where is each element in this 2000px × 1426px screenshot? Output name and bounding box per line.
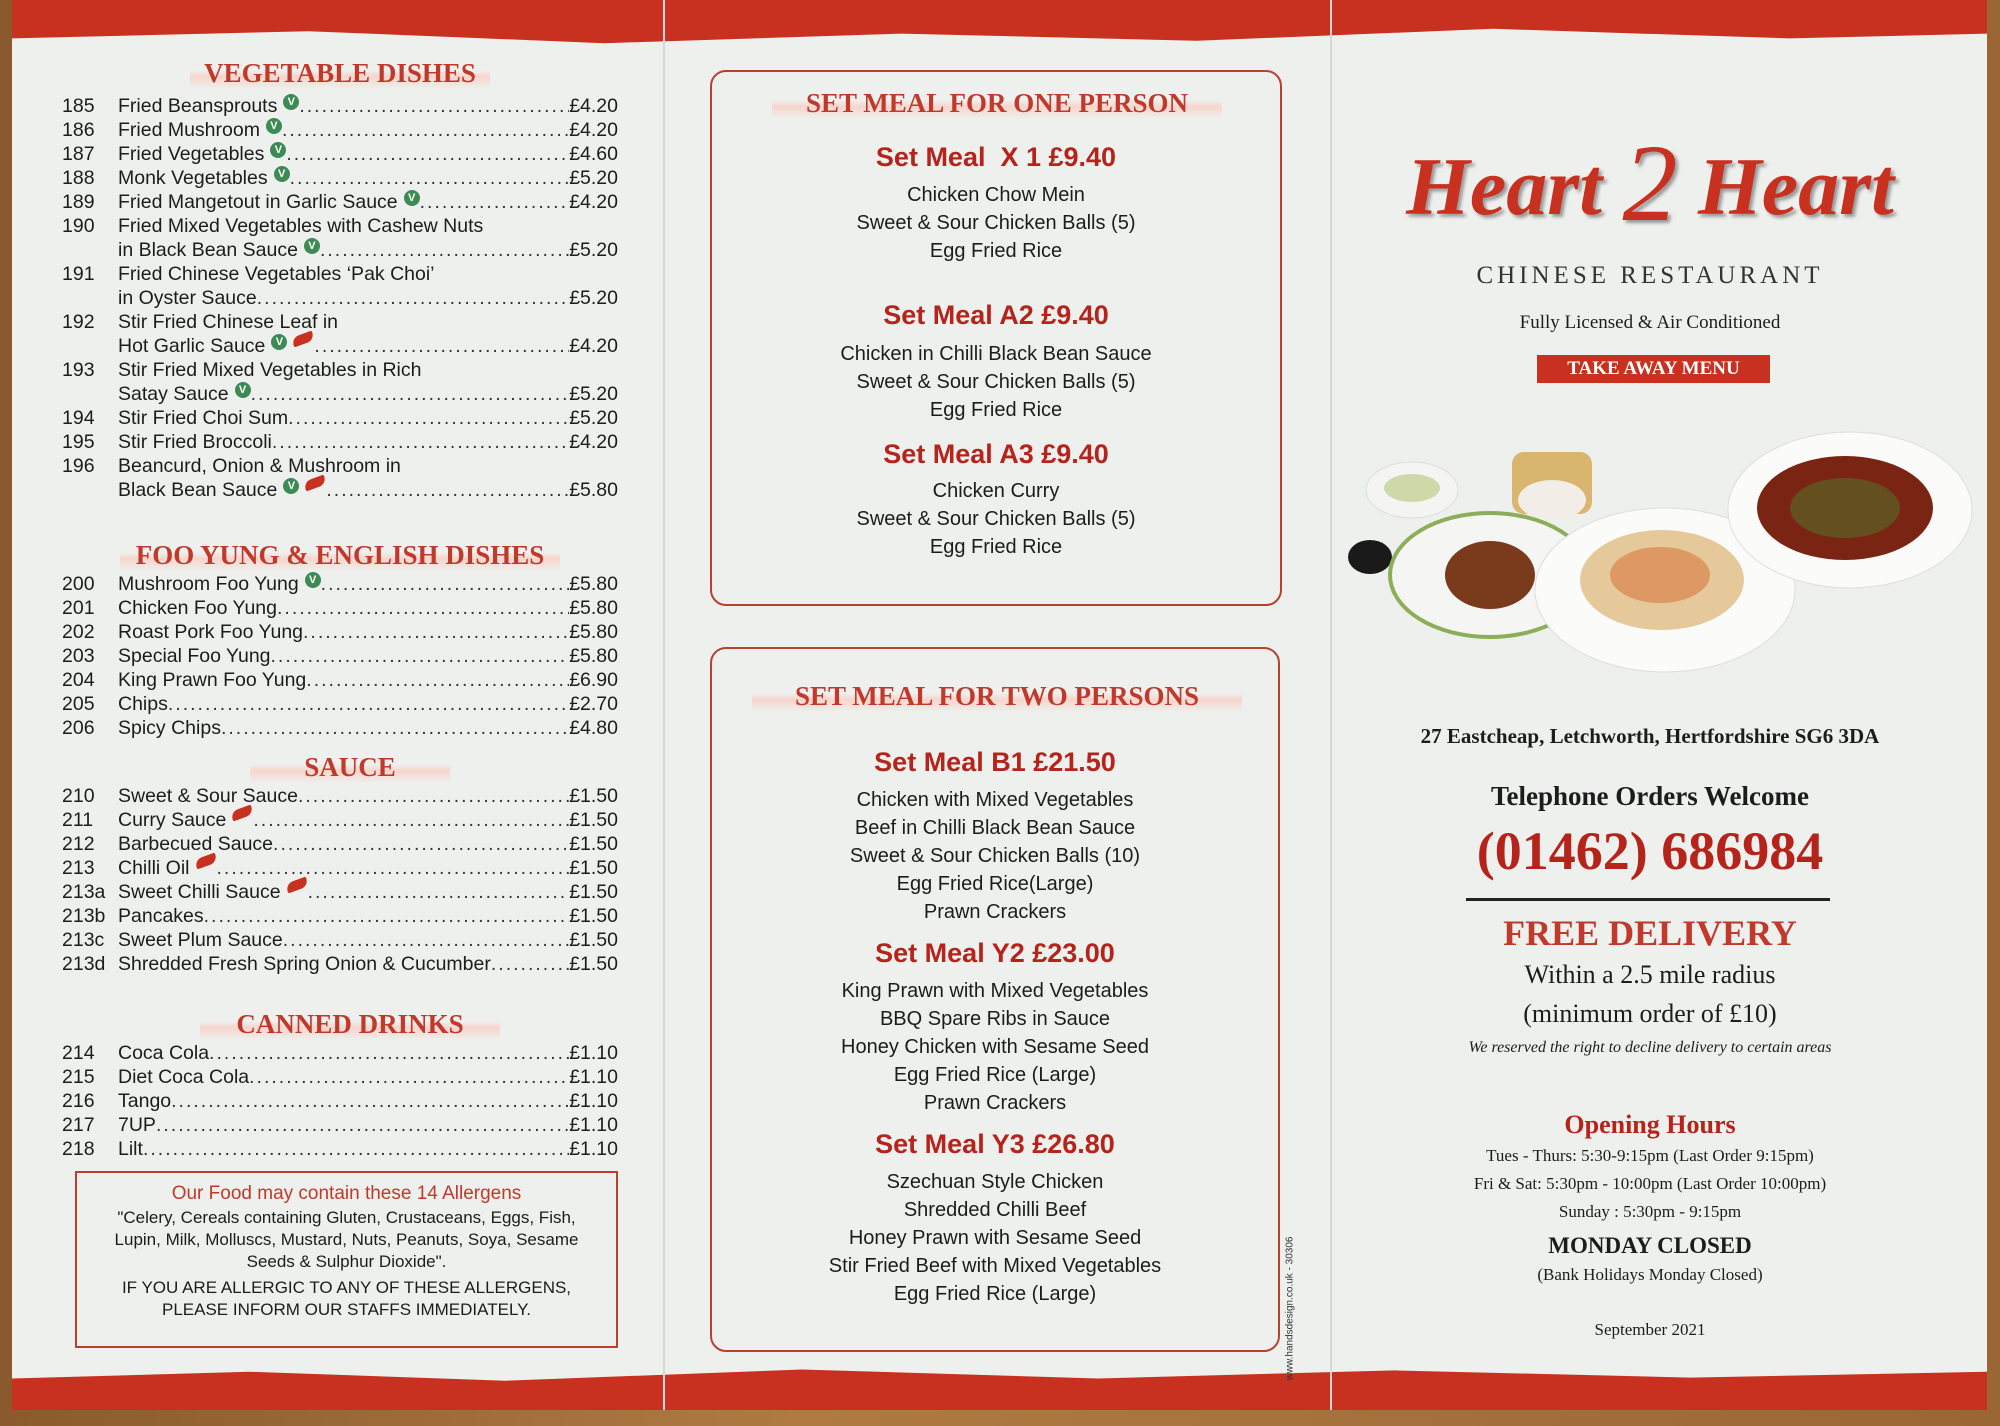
set-meal-dish: Egg Fried Rice <box>929 399 1063 421</box>
item-name: Spicy Chips <box>118 717 221 739</box>
menu-item <box>62 454 618 478</box>
menu-item <box>62 856 618 880</box>
set-meal-two-box <box>710 647 1280 1352</box>
set-meal-dish: Honey Prawn with Sesame Seed <box>848 1227 1142 1249</box>
item-name: Sweet Chilli Sauce <box>118 881 281 903</box>
licensed-text: Fully Licensed & Air Conditioned <box>1519 312 1781 333</box>
set-meal-dish: Egg Fried Rice (Large) <box>893 1064 1097 1086</box>
menu-item <box>62 880 618 904</box>
menu-item <box>62 262 618 286</box>
delivery-radius: Within a 2.5 mile radius <box>1524 960 1776 989</box>
item-number: 202 <box>62 621 95 643</box>
set-meal-dish: Prawn Crackers <box>923 901 1067 923</box>
item-name: Beancurd, Onion & Mushroom in <box>118 455 401 477</box>
take-away-badge: TAKE AWAY MENU <box>1537 355 1770 383</box>
menu-item <box>62 142 618 166</box>
dot-leader <box>221 716 569 740</box>
item-number: 191 <box>62 263 95 285</box>
dot-leader <box>320 238 569 262</box>
set-meal-dish: Chicken Curry <box>932 480 1060 502</box>
menu-item <box>62 952 618 976</box>
drinks-list <box>62 1041 618 1161</box>
drinks-heading: CANNED DRINKS <box>200 1009 500 1040</box>
set-meal-dish: Sweet & Sour Chicken Balls (5) <box>856 212 1136 234</box>
item-number: 217 <box>62 1114 95 1136</box>
item-number: 193 <box>62 359 95 381</box>
item-price: £1.50 <box>569 881 618 903</box>
item-number: 186 <box>62 119 95 141</box>
vegetarian-icon: V <box>304 238 320 254</box>
item-price: £4.20 <box>569 335 618 357</box>
divider <box>1466 898 1830 901</box>
menu-item <box>62 808 618 832</box>
menu-item-continued <box>62 382 618 406</box>
item-price: £4.20 <box>569 119 618 141</box>
item-name: Fried Beansprouts <box>118 95 278 117</box>
allergen-box <box>75 1171 618 1348</box>
item-price: £1.10 <box>569 1066 618 1088</box>
set-meal-dish: Egg Fried Rice <box>929 240 1063 262</box>
dot-leader <box>217 856 570 880</box>
set-meal-title: Set Meal A2 £9.40 <box>883 300 1109 330</box>
item-number: 187 <box>62 143 95 165</box>
menu-item <box>62 1065 618 1089</box>
vegetarian-icon: V <box>283 478 299 494</box>
item-price: £5.80 <box>569 645 618 667</box>
menu-item <box>62 668 618 692</box>
hours-line: Tues - Thurs: 5:30-9:15pm (Last Order 9:15pm) <box>1486 1146 1814 1165</box>
dot-leader <box>308 880 570 904</box>
item-number: 203 <box>62 645 95 667</box>
dot-leader <box>491 952 569 976</box>
vegetarian-icon: V <box>266 118 282 134</box>
item-number: 213d <box>62 953 106 975</box>
item-name: Monk Vegetables <box>118 167 268 189</box>
dot-leader <box>420 190 570 214</box>
set-meal-dish: Honey Chicken with Sesame Seed <box>841 1036 1149 1058</box>
item-number: 213b <box>62 905 106 927</box>
set-meal-dish: Prawn Crackers <box>923 1092 1067 1114</box>
item-price: £1.10 <box>569 1114 618 1136</box>
menu-item-continued <box>62 238 618 262</box>
dot-leader <box>286 142 569 166</box>
dot-leader <box>314 334 569 358</box>
item-number: 213c <box>62 929 105 951</box>
dot-leader <box>209 1041 569 1065</box>
item-number: 215 <box>62 1066 95 1088</box>
item-price: £4.60 <box>569 143 618 165</box>
item-price: £6.90 <box>569 669 618 691</box>
menu-item <box>62 596 618 620</box>
delivery-note: We reserved the right to decline delivery to certain areas <box>1468 1039 1832 1056</box>
menu-item <box>62 1089 618 1113</box>
item-price: £4.20 <box>569 431 618 453</box>
set-meal-title: Set Meal A3 £9.40 <box>883 439 1109 469</box>
dot-leader <box>168 692 569 716</box>
set-meal-dish: Beef in Chilli Black Bean Sauce <box>854 817 1136 839</box>
set-meal-dish: Egg Fried Rice (Large) <box>893 1283 1097 1305</box>
menu-item <box>62 118 618 142</box>
item-price: £4.80 <box>569 717 618 739</box>
fold-line <box>663 0 665 1410</box>
menu-item <box>62 832 618 856</box>
menu-date: September 2021 <box>1594 1320 1706 1339</box>
logo-word: Heart <box>1406 141 1602 232</box>
dot-leader <box>257 286 569 310</box>
vegetable-list <box>62 94 618 502</box>
item-price: £1.50 <box>569 953 618 975</box>
fooyung-list <box>62 572 618 740</box>
item-number: 210 <box>62 785 95 807</box>
set-meal-title: Set Meal Y2 £23.00 <box>875 938 1115 968</box>
item-name-line2: in Oyster Sauce <box>118 287 257 309</box>
item-name: Shredded Fresh Spring Onion & Cucumber <box>118 953 491 975</box>
menu-item <box>62 644 618 668</box>
dot-leader <box>288 406 569 430</box>
item-name: Stir Fried Mixed Vegetables in Rich <box>118 359 422 381</box>
item-name: Curry Sauce <box>118 809 227 831</box>
delivery-minimum: (minimum order of £10) <box>1523 999 1777 1028</box>
sauce-list <box>62 784 618 976</box>
item-price: £1.50 <box>569 857 618 879</box>
item-number: 194 <box>62 407 95 429</box>
set-meal-dish: Stir Fried Beef with Mixed Vegetables <box>828 1255 1162 1277</box>
dot-leader <box>204 904 570 928</box>
dot-leader <box>273 832 569 856</box>
menu-item <box>62 166 618 190</box>
spacer <box>62 286 118 310</box>
item-name: 7UP <box>118 1114 156 1136</box>
item-number: 185 <box>62 95 95 117</box>
vegetarian-icon: V <box>404 190 420 206</box>
vegetarian-icon: V <box>305 572 321 588</box>
dot-leader <box>271 644 570 668</box>
menu-item <box>62 620 618 644</box>
dot-leader <box>171 1089 569 1113</box>
menu-item <box>62 1137 618 1161</box>
item-name: Fried Vegetables <box>118 143 265 165</box>
item-name: Mushroom Foo Yung <box>118 573 299 595</box>
item-name: Coca Cola <box>118 1042 210 1064</box>
restaurant-logo <box>1330 120 1970 247</box>
sauce-heading: SAUCE <box>250 752 450 783</box>
delivery-title: FREE DELIVERY <box>1503 913 1797 953</box>
vegetarian-icon: V <box>270 142 286 158</box>
item-price: £1.50 <box>569 905 618 927</box>
restaurant-subtitle: CHINESE RESTAURANT <box>1476 262 1824 289</box>
set-meal-dish: Shredded Chilli Beef <box>903 1199 1087 1221</box>
item-number: 216 <box>62 1090 95 1112</box>
menu-item <box>62 358 618 382</box>
set-meal-dish: King Prawn with Mixed Vegetables <box>841 980 1149 1002</box>
set-meal-dish: Sweet & Sour Chicken Balls (5) <box>856 371 1136 393</box>
item-price: £4.20 <box>569 95 618 117</box>
item-price: £5.20 <box>569 407 618 429</box>
menu-item <box>62 692 618 716</box>
monday-closed: MONDAY CLOSED <box>1548 1233 1752 1258</box>
menu-item <box>62 1041 618 1065</box>
dot-leader <box>306 668 569 692</box>
telephone-label: Telephone Orders Welcome <box>1491 781 1809 811</box>
set-meal-dish: Sweet & Sour Chicken Balls (10) <box>849 845 1141 867</box>
item-number: 214 <box>62 1042 95 1064</box>
item-number: 196 <box>62 455 95 477</box>
menu-item <box>62 214 618 238</box>
set-meal-title: Set Meal B1 £21.50 <box>874 747 1116 777</box>
menu-item <box>62 190 618 214</box>
item-number: 218 <box>62 1138 95 1160</box>
menu-item-continued <box>62 334 618 358</box>
set-meal-dish: Chicken Chow Mein <box>907 184 1085 206</box>
dot-leader <box>143 1137 569 1161</box>
item-price: £1.50 <box>569 833 618 855</box>
set-meal-dish: BBQ Spare Ribs in Sauce <box>879 1008 1111 1030</box>
item-name: Tango <box>118 1090 172 1112</box>
item-name: Fried Chinese Vegetables ‘Pak Choi’ <box>118 263 435 285</box>
item-price: £1.10 <box>569 1042 618 1064</box>
fooyung-heading: FOO YUNG & ENGLISH DISHES <box>120 540 560 571</box>
item-price: £1.10 <box>569 1138 618 1160</box>
bank-holidays: (Bank Holidays Monday Closed) <box>1537 1265 1763 1284</box>
allergen-warning: IF YOU ARE ALLERGIC TO ANY OF THESE ALLERGENS, PLEASE INFORM OUR STAFFS IMMEDIATELY. <box>121 1278 572 1319</box>
menu-item <box>62 784 618 808</box>
item-price: £1.50 <box>569 929 618 951</box>
item-number: 213a <box>62 881 106 903</box>
dot-leader <box>251 382 570 406</box>
food-photo <box>1340 430 1980 680</box>
menu-item <box>62 928 618 952</box>
item-name: Chips <box>118 693 168 715</box>
menu-item <box>62 572 618 596</box>
item-number: 205 <box>62 693 95 715</box>
item-number: 211 <box>62 809 94 831</box>
set-meal-title: Set Meal Y3 £26.80 <box>875 1129 1115 1159</box>
set-meal-one-box <box>710 70 1282 606</box>
hours-line: Sunday : 5:30pm - 9:15pm <box>1558 1202 1742 1221</box>
item-name: Stir Fried Broccoli <box>118 431 272 453</box>
item-name-line2: in Black Bean Sauce <box>118 239 298 261</box>
menu-item <box>62 716 618 740</box>
menu-item-continued <box>62 286 618 310</box>
menu-item <box>62 430 618 454</box>
set-meal-dish: Egg Fried Rice(Large) <box>896 873 1094 895</box>
item-number: 204 <box>62 669 95 691</box>
set-meal-dish: Chicken with Mixed Vegetables <box>856 789 1134 811</box>
item-name: Fried Mushroom <box>118 119 260 141</box>
item-name: Fried Mixed Vegetables with Cashew Nuts <box>118 215 484 237</box>
address: 27 Eastcheap, Letchworth, Hertfordshire SG6 3DA <box>1420 724 1880 748</box>
item-name: Sweet & Sour Sauce <box>118 785 298 807</box>
item-price: £5.20 <box>569 239 618 261</box>
item-price: £4.20 <box>569 191 618 213</box>
dot-leader <box>156 1113 569 1137</box>
item-name-line2: Black Bean Sauce <box>118 479 278 501</box>
set-one-heading: SET MEAL FOR ONE PERSON <box>772 88 1222 119</box>
dot-leader <box>277 596 569 620</box>
item-name: King Prawn Foo Yung <box>118 669 307 691</box>
vegetable-heading: VEGETABLE DISHES <box>190 58 490 89</box>
item-name: Chilli Oil <box>118 857 190 879</box>
item-price: £2.70 <box>569 693 618 715</box>
item-number: 192 <box>62 311 95 333</box>
set-meal-dish: Szechuan Style Chicken <box>886 1171 1104 1193</box>
dot-leader <box>249 1065 569 1089</box>
dot-leader <box>253 808 569 832</box>
dot-leader <box>283 928 569 952</box>
item-price: £5.80 <box>569 479 618 501</box>
item-number: 206 <box>62 717 95 739</box>
spacer <box>62 238 118 262</box>
item-name: Stir Fried Chinese Leaf in <box>118 311 339 333</box>
item-price: £5.80 <box>569 597 618 619</box>
item-name: Chicken Foo Yung <box>118 597 277 619</box>
item-name-line2: Hot Garlic Sauce <box>118 335 266 357</box>
item-number: 201 <box>62 597 95 619</box>
dot-leader <box>321 572 570 596</box>
dot-leader <box>290 166 570 190</box>
item-price: £1.50 <box>569 809 618 831</box>
vegetarian-icon: V <box>274 166 290 182</box>
item-price: £1.10 <box>569 1090 618 1112</box>
vegetarian-icon: V <box>235 382 251 398</box>
item-number: 195 <box>62 431 95 453</box>
set-meal-dish: Chicken in Chilli Black Bean Sauce <box>840 343 1152 365</box>
dot-leader <box>272 430 569 454</box>
set-meal-title: Set Meal X 1 £9.40 <box>875 142 1117 172</box>
item-name: Fried Mangetout in Garlic Sauce <box>118 191 398 213</box>
item-name: Pancakes <box>118 905 204 927</box>
opening-hours-title: Opening Hours <box>1564 1110 1736 1139</box>
dot-leader <box>298 784 569 808</box>
item-price: £1.50 <box>569 785 618 807</box>
set-meal-dish: Egg Fried Rice <box>929 536 1063 558</box>
dot-leader <box>303 620 569 644</box>
vegetarian-icon: V <box>283 94 299 110</box>
item-number: 190 <box>62 215 95 237</box>
set-meal-dish: Sweet & Sour Chicken Balls (5) <box>856 508 1136 530</box>
item-name: Special Foo Yung <box>118 645 271 667</box>
menu-item <box>62 1113 618 1137</box>
item-price: £5.80 <box>569 621 618 643</box>
item-name: Stir Fried Choi Sum <box>118 407 289 429</box>
dot-leader <box>326 478 569 502</box>
item-number: 213 <box>62 857 95 879</box>
set-two-heading: SET MEAL FOR TWO PERSONS <box>752 681 1242 712</box>
item-name: Roast Pork Foo Yung <box>118 621 304 643</box>
menu-item <box>62 904 618 928</box>
dot-leader <box>282 118 569 142</box>
spacer <box>62 334 118 358</box>
item-name: Sweet Plum Sauce <box>118 929 283 951</box>
item-name: Lilt <box>118 1138 143 1160</box>
item-number: 200 <box>62 573 95 595</box>
allergen-title: Our Food may contain these 14 Allergens <box>171 1183 522 1204</box>
item-price: £5.20 <box>569 167 618 189</box>
item-name-line2: Satay Sauce <box>118 383 229 405</box>
item-number: 189 <box>62 191 95 213</box>
logo-word: Heart <box>1698 141 1894 232</box>
item-number: 188 <box>62 167 95 189</box>
menu-item <box>62 94 618 118</box>
spacer <box>62 478 118 502</box>
menu-item-continued <box>62 478 618 502</box>
logo-number: 2 <box>1622 122 1678 244</box>
allergen-list: "Celery, Cereals containing Gluten, Crustaceans, Eggs, Fish, Lupin, Milk, Molluscs, Mustard, Nuts, Peanuts, Soya, Sesame Seeds & Sulphur Dioxide". <box>114 1208 579 1271</box>
vegetarian-icon: V <box>271 334 287 350</box>
item-name: Diet Coca Cola <box>118 1066 250 1088</box>
dot-leader <box>299 94 569 118</box>
printer-credit: www.handsdesign.co.uk - 30306 <box>1284 1236 1296 1381</box>
item-name: Barbecued Sauce <box>118 833 274 855</box>
phone-number[interactable]: (01462) 686984 <box>1476 821 1824 881</box>
hours-line: Fri & Sat: 5:30pm - 10:00pm (Last Order 10:00pm) <box>1473 1174 1827 1193</box>
menu-item <box>62 406 618 430</box>
item-number: 212 <box>62 833 95 855</box>
spacer <box>62 382 118 406</box>
item-price: £5.20 <box>569 287 618 309</box>
item-price: £5.20 <box>569 383 618 405</box>
item-price: £5.80 <box>569 573 618 595</box>
menu-item <box>62 310 618 334</box>
